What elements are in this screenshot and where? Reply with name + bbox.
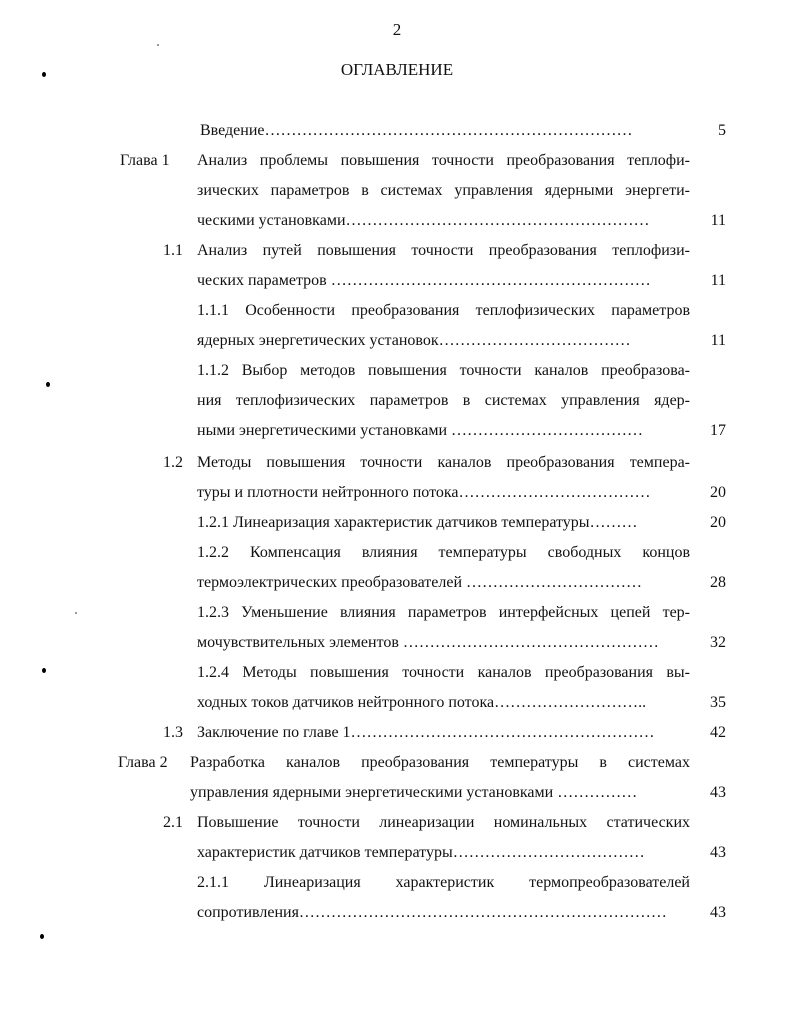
toc-entry-text-line[interactable]: 1.2.4 Методы повышения точности каналов преобразования вы- xyxy=(197,664,690,681)
toc-entry-text-line[interactable]: 2.1.1 Линеаризация характеристик термопреобразователей xyxy=(197,874,690,891)
toc-entry-page-number: 28 xyxy=(710,574,726,592)
scan-mark xyxy=(42,668,46,673)
toc-entry-text-line[interactable]: ческих параметров …………………………………………………… xyxy=(197,272,651,290)
toc-entry-page-number: 43 xyxy=(710,904,726,922)
toc-entry-text-line[interactable]: сопротивления…………………………………………………………… xyxy=(197,904,667,922)
toc-entry-label: 1.3 xyxy=(163,724,183,741)
toc-entry-page-number: 32 xyxy=(710,634,726,652)
toc-entry-text-line[interactable]: Заключение по главе 1………………………………………………… xyxy=(197,724,655,741)
toc-entry-label: 1.2 xyxy=(163,454,183,471)
page-number: 2 xyxy=(392,20,402,39)
toc-entry-text-line[interactable]: 1.1.2 Выбор методов повышения точности каналов преобразова- xyxy=(197,362,690,379)
toc-entry-text-line[interactable]: зических параметров в системах управления ядерными энергети- xyxy=(197,182,690,200)
scan-mark xyxy=(40,934,44,939)
toc-entry-text-line[interactable]: ческими установками………………………………………………… xyxy=(197,212,650,230)
toc-entry-text-line[interactable]: Введение…………………………………………………………… xyxy=(200,122,633,139)
toc-entry-text-line[interactable]: 1.1.1 Особенности преобразования теплофизических параметров xyxy=(197,302,690,319)
toc-entry-text-line[interactable]: 1.2.1 Линеаризация характеристик датчиков температуры……… xyxy=(197,514,638,531)
toc-entry-page-number: 42 xyxy=(710,724,726,741)
toc-entry-text-line[interactable]: ными энергетическими установками ……………………………… xyxy=(197,422,644,440)
scan-speck xyxy=(157,44,159,46)
toc-entry-page-number: 20 xyxy=(710,514,726,531)
toc-entry-text-line[interactable]: 1.2.2 Компенсация влияния температуры свободных концов xyxy=(197,544,690,561)
toc-entry-text-line[interactable]: мочувствительных элементов ………………………………………… xyxy=(197,634,659,652)
toc-entry-label: Глава 2 xyxy=(118,754,168,771)
toc-entry-page-number: 20 xyxy=(710,484,726,502)
scan-speck xyxy=(75,612,77,614)
toc-entry-text-line[interactable]: термоэлектрических преобразователей …………………………… xyxy=(197,574,643,592)
toc-entry-text-line[interactable]: туры и плотности нейтронного потока……………………………… xyxy=(197,484,651,502)
toc-entry-text-line[interactable]: Повышение точности линеаризации номинальных статических xyxy=(197,814,690,831)
toc-entry-label: Глава 1 xyxy=(120,152,170,169)
toc-entry-text-line[interactable]: Анализ путей повышения точности преобразования теплофизи- xyxy=(197,242,690,259)
toc-entry-page-number: 17 xyxy=(710,422,726,440)
toc-entry-page-number: 35 xyxy=(710,694,726,712)
toc-entry-text-line[interactable]: ходных токов датчиков нейтронного потока……………………….. xyxy=(197,694,647,712)
toc-entry-text-line[interactable]: Разработка каналов преобразования температуры в системах xyxy=(190,754,690,771)
toc-entry-text-line[interactable]: Анализ проблемы повышения точности преобразования теплофи- xyxy=(197,152,690,169)
toc-entry-text-line[interactable]: управления ядерными энергетическими установками …………… xyxy=(190,784,638,802)
toc-entry-label: 1.1 xyxy=(163,242,183,259)
toc-entry-label: 2.1 xyxy=(163,814,183,831)
toc-title: ОГЛАВЛЕНИЕ xyxy=(340,60,454,79)
toc-entry-page-number: 43 xyxy=(710,844,726,862)
toc-entry-page-number: 43 xyxy=(710,784,726,802)
toc-entry-text-line[interactable]: ядерных энергетических установок……………………………… xyxy=(197,332,631,350)
toc-entry-page-number: 5 xyxy=(718,122,726,139)
toc-entry-page-number: 11 xyxy=(710,332,726,350)
toc-entry-page-number: 11 xyxy=(710,212,726,230)
toc-entry-text-line[interactable]: характеристик датчиков температуры……………………………… xyxy=(197,844,645,862)
toc-entry-text-line[interactable]: Методы повышения точности каналов преобразования темпера- xyxy=(197,454,690,471)
toc-entry-text-line[interactable]: 1.2.3 Уменьшение влияния параметров интерфейсных цепей тер- xyxy=(197,604,690,621)
toc-entry-text-line[interactable]: ния теплофизических параметров в системах управления ядер- xyxy=(197,392,690,410)
toc-entry-page-number: 11 xyxy=(710,272,726,290)
scan-mark xyxy=(46,382,50,387)
scan-mark xyxy=(42,72,46,77)
